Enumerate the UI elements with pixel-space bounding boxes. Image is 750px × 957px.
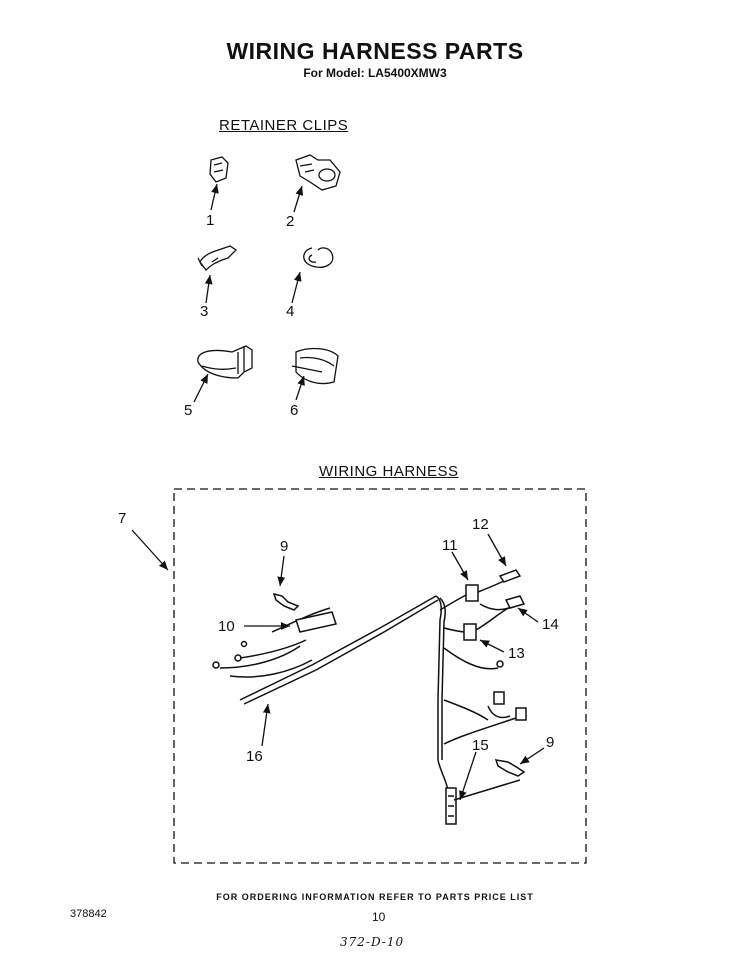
callout-4: 4 (286, 303, 295, 320)
page-title: WIRING HARNESS PARTS (226, 38, 524, 64)
document-number: 378842 (70, 908, 107, 920)
callout-9-lower: 9 (546, 734, 555, 751)
callout-10: 10 (218, 618, 235, 635)
retainer-clips-heading: RETAINER CLIPS (219, 117, 349, 134)
wiring-harness-main (213, 570, 526, 824)
retainer-clip-5 (194, 346, 252, 402)
callout-1: 1 (206, 212, 215, 229)
callout-5: 5 (184, 402, 193, 419)
page-number: 10 (372, 910, 386, 924)
callout-3: 3 (200, 303, 209, 320)
retainer-clip-1 (210, 157, 228, 210)
retainer-clip-4 (292, 248, 333, 303)
callout-15: 15 (472, 737, 489, 754)
callout-13: 13 (508, 645, 525, 662)
callout-11: 11 (442, 537, 458, 554)
retainer-clip-6 (292, 349, 338, 400)
retainer-clip-3 (198, 246, 236, 303)
callout-14: 14 (542, 616, 559, 633)
handwritten-code: 372-D-10 (340, 935, 405, 949)
callout-12: 12 (472, 516, 489, 533)
callout-6: 6 (290, 402, 299, 419)
retainer-clip-2 (294, 155, 340, 212)
ordering-note: FOR ORDERING INFORMATION REFER TO PARTS PRICE LIST (216, 892, 534, 902)
wiring-harness-heading: WIRING HARNESS (319, 463, 459, 480)
callout-9-upper: 9 (280, 538, 289, 555)
callout-7: 7 (118, 510, 127, 527)
callout-16: 16 (246, 748, 263, 765)
callout-2: 2 (286, 213, 295, 230)
model-subtitle: For Model: LA5400XMW3 (303, 66, 447, 80)
